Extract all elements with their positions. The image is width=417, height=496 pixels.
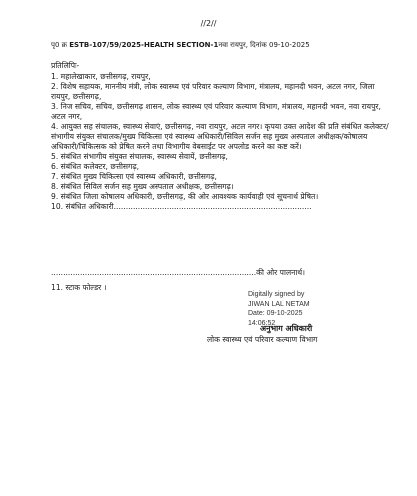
page-number: //2//: [200, 19, 217, 28]
signature-date: Date: 09-10-2025: [248, 310, 303, 317]
copy-item: 10. संबंधित अधिकारी..................................................................................: [51, 202, 312, 211]
copy-item: 1. महालेखाकार, छत्तीसगढ़, रायपुर,: [51, 72, 151, 81]
copy-item: 9. संबंधित जिला कोषालय अधिकारी, छत्तीसगढ़, की ओर आवश्यक कार्यवाही एवं सूचनार्थ प्रेषित।: [51, 192, 319, 201]
copy-item: 8. संबंधित सिविल सर्जन सह मुख्य अस्पताल अधीक्षक, छत्तीसगढ़।: [51, 182, 234, 191]
compliance-line: .....................................................................................की ओर पालनार्थ।: [51, 268, 306, 277]
reference-place-date: नवा रायपुर, दिनांक 09-10-2025: [218, 41, 310, 49]
officer-title: अनुभाग अधिकारी: [260, 324, 313, 333]
stock-folder-item: 11. स्टाक फोल्डर ।: [51, 283, 107, 292]
reference-prefix: पृ0 क्र: [51, 41, 70, 49]
copy-list: [51, 72, 391, 212]
copy-item: 7. संबंधित मुख्य चिकित्सा एवं स्वास्थ्य अधिकारी, छत्तीसगढ़,: [51, 172, 217, 181]
reference-line: [51, 41, 310, 50]
copy-item: 4. आयुक्त सह संचालक, स्वास्थ्य सेवाएं, छत्तीसगढ़, नवा रायपुर, अटल नगर। कृपया उक्त आदेश की प्रति संबंधित कलेक्टर/संभागीय संयुक्त संचालक/मुख्य चिकित्सा एवं स्वास्थ्य अधिकारी/सिविल सर्जन सह मुख्य अस्पताल अधीक्षक/कोषालय अधिकारी/चिकित्सक को प्रेषित करने तथा विभागीय वेबसाईट पर अपलोड करने का कष्ट करें।: [51, 122, 389, 151]
copy-item: 3. निज सचिव, सचिव, छत्तीसगढ़ शासन, लोक स्वास्थ्य एवं परिवार कल्याण विभाग, मंत्रालय, महानदी भवन, नवा रायपुर, अटल नगर,: [51, 102, 381, 121]
signature-time: 14:06:52: [248, 319, 276, 327]
signature-line: Digitally signed by: [248, 291, 305, 298]
reference-number: ESTB-107/59/2025-HEALTH SECTION-1: [69, 41, 219, 49]
copy-item: 2. विशेष सहायक, माननीय मंत्री, लोक स्वास्थ्य एवं परिवार कल्याण विभाग, मंत्रालय, महानदी भवन, अटल नगर, जिला रायपुर, छत्तीसगढ़,: [51, 82, 375, 101]
copy-item: 6. संबंधित कलेक्टर, छत्तीसगढ़,: [51, 162, 140, 171]
signer-name: JIWAN LAL NETAM: [248, 300, 310, 308]
copy-label: प्रतिलिपिः-: [51, 61, 80, 70]
department-name: लोक स्वास्थ्य एवं परिवार कल्याण विभाग: [207, 335, 318, 344]
copy-item: 5. संबंधित संभागीय संयुक्त संचालक, स्वास्थ्य सेवायें, छत्तीसगढ़,: [51, 152, 228, 161]
